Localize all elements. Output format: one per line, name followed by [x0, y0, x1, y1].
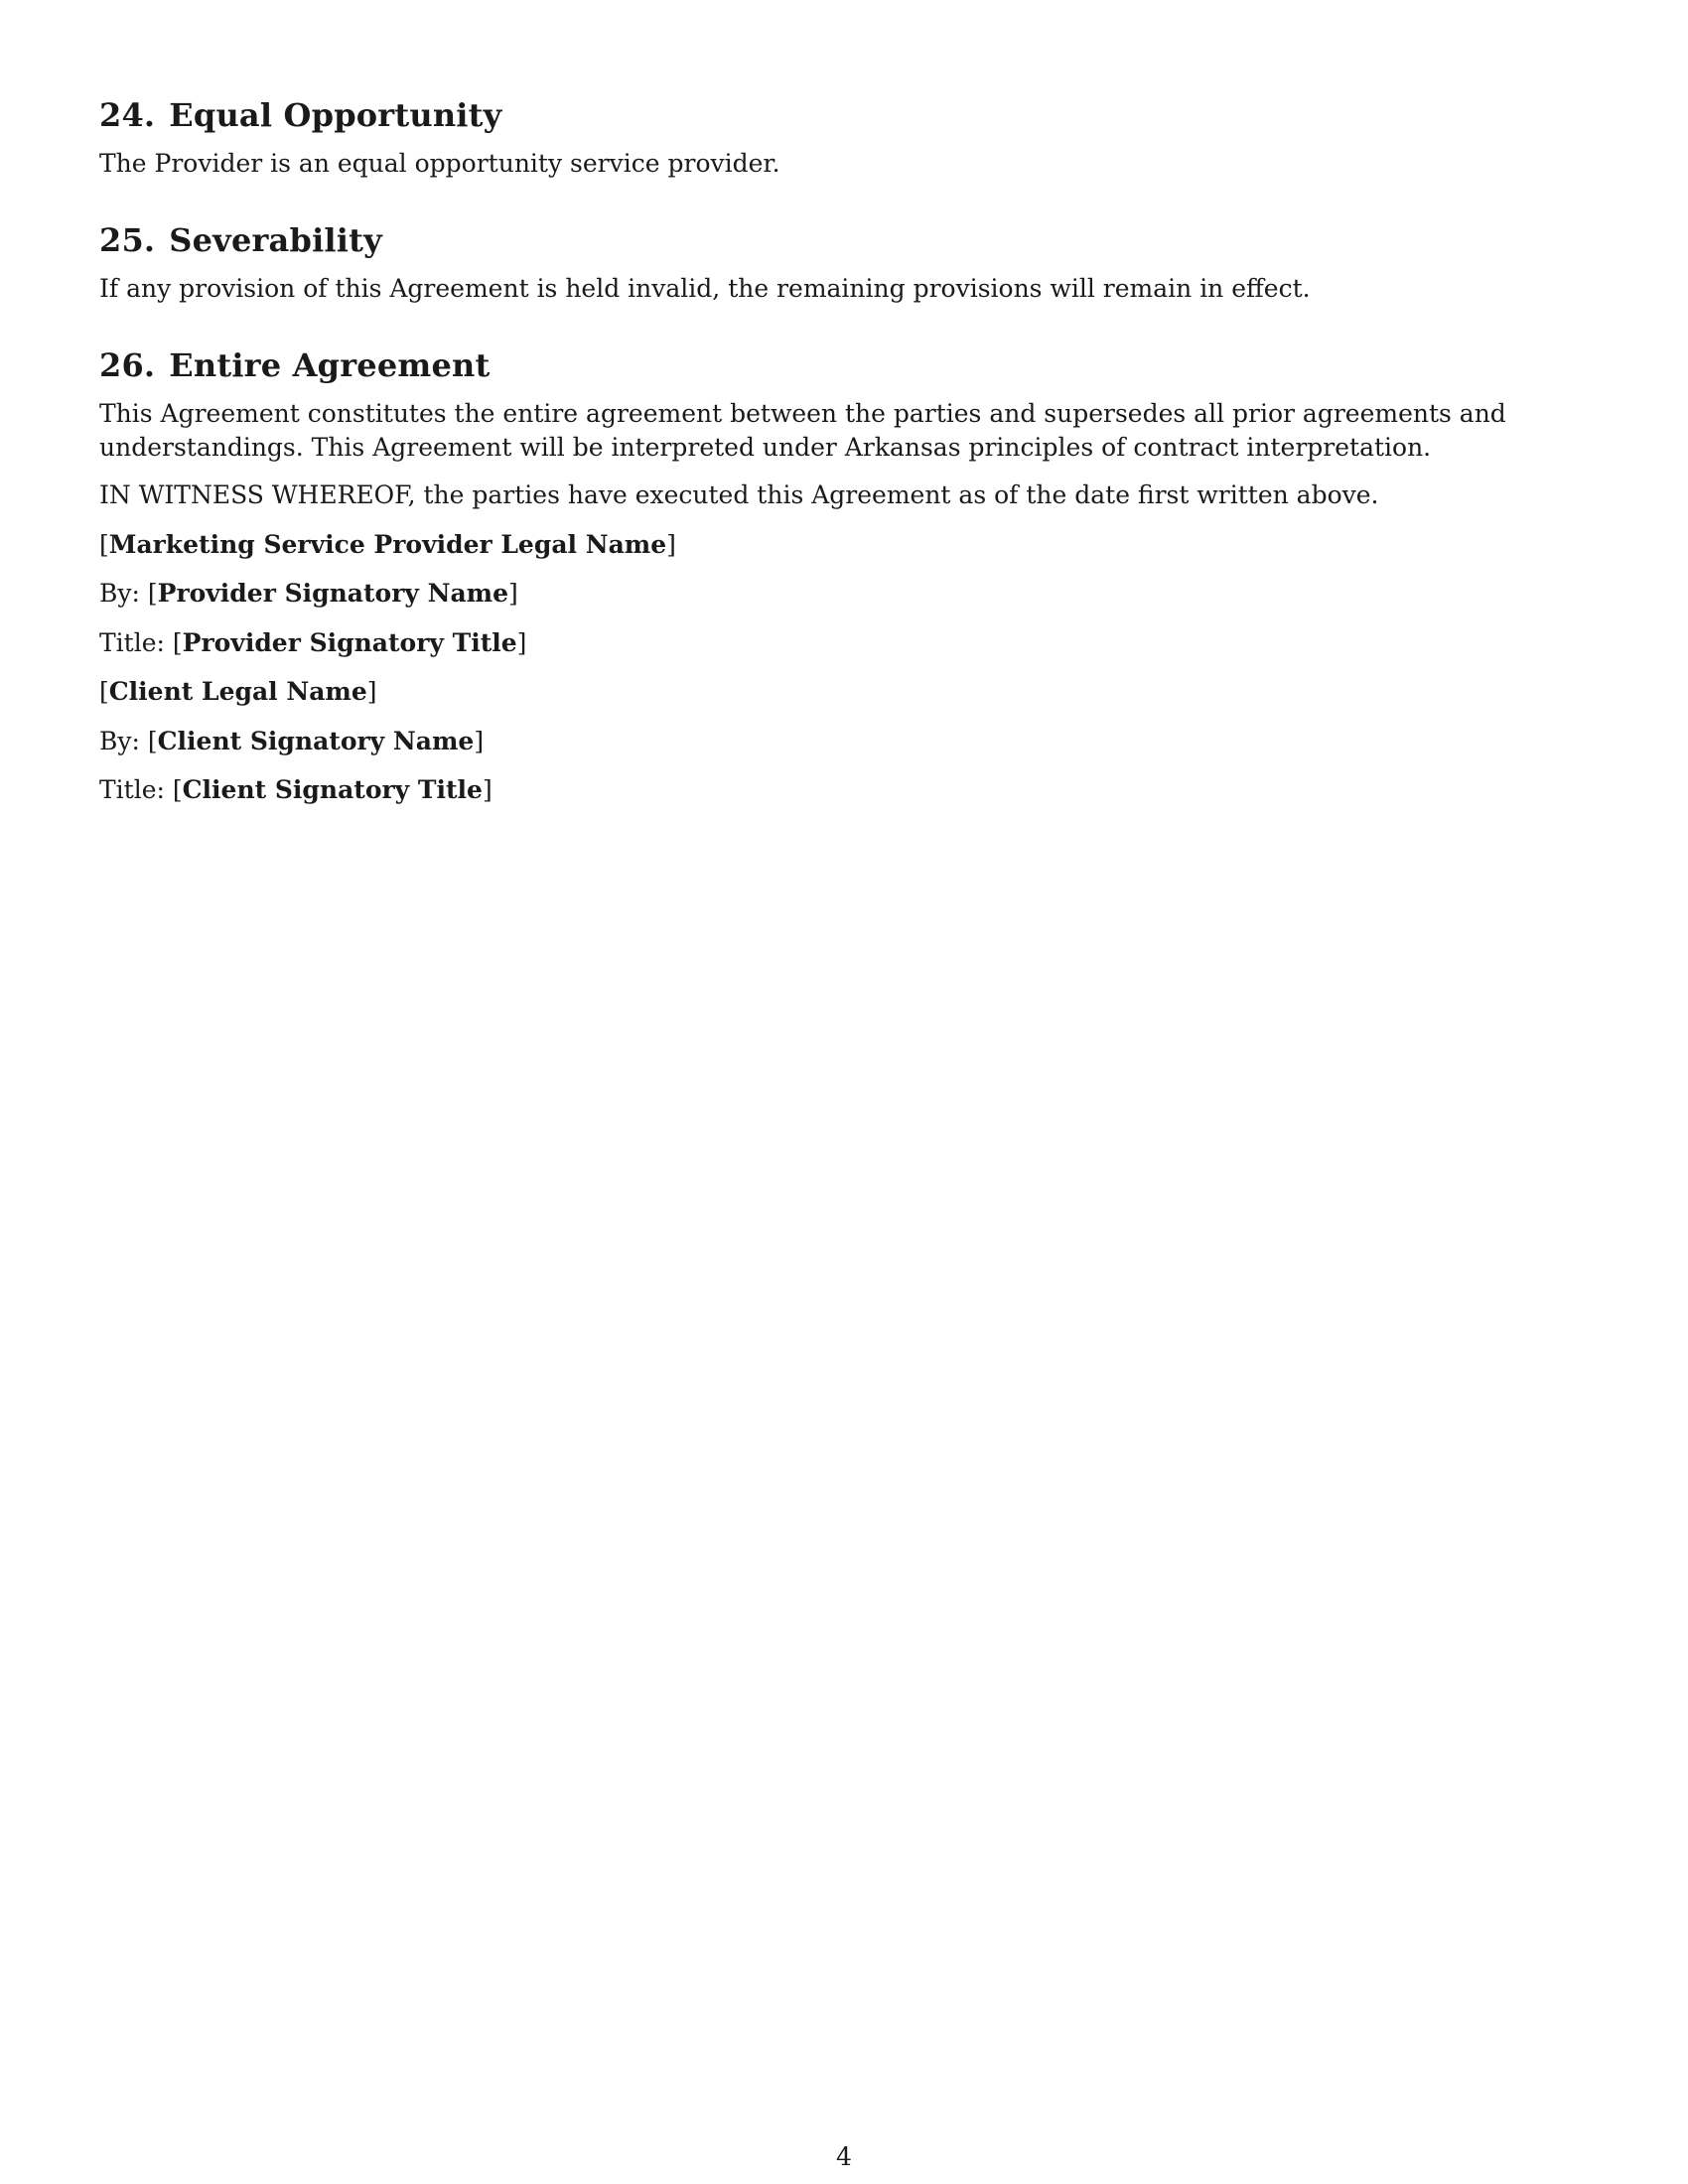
provider-legal-name — [99, 528, 1609, 562]
section-number: 24. — [99, 96, 156, 134]
section-paragraph: This Agreement constitutes the entire agreement between the parties and supersedes all prior agreements and understandings. This Agreement will be interpreted under Arkansas principles of contract interpretation. — [99, 399, 1506, 462]
section-heading — [99, 345, 1609, 385]
section-title: Equal Opportunity — [169, 96, 502, 134]
title-label: Title: — [99, 627, 165, 657]
section-heading — [99, 220, 1609, 260]
open-bracket: [ — [147, 579, 158, 608]
open-bracket: [ — [147, 726, 158, 755]
section-equal-opportunity — [99, 95, 1609, 181]
close-bracket: ] — [366, 677, 377, 706]
section-number: 25. — [99, 221, 156, 259]
section-title: Entire Agreement — [169, 346, 491, 384]
provider-name-placeholder: Marketing Service Provider Legal Name — [108, 529, 667, 559]
close-bracket: ] — [482, 775, 492, 804]
by-label: By: — [99, 579, 140, 608]
client-signatory-name: Client Signatory Name — [157, 726, 475, 755]
open-bracket: [ — [99, 677, 109, 706]
section-number: 26. — [99, 346, 156, 384]
client-name-placeholder: Client Legal Name — [108, 677, 367, 706]
open-bracket: [ — [172, 627, 183, 657]
provider-by-line — [99, 577, 1609, 611]
section-paragraph: If any provision of this Agreement is held invalid, the remaining provisions will remain in effect. — [99, 274, 1311, 303]
section-title: Severability — [169, 221, 382, 259]
client-title-line — [99, 773, 1609, 807]
close-bracket: ] — [666, 529, 676, 559]
section-paragraph: The Provider is an equal opportunity service provider. — [99, 149, 780, 178]
provider-signatory-title: Provider Signatory Title — [182, 627, 517, 657]
section-entire-agreement — [99, 345, 1609, 465]
title-label: Title: — [99, 775, 165, 804]
witness-statement: IN WITNESS WHEREOF, the parties have executed this Agreement as of the date first written above. — [99, 480, 1379, 509]
open-bracket: [ — [172, 775, 183, 804]
close-bracket: ] — [508, 579, 518, 608]
provider-title-line — [99, 626, 1609, 660]
client-legal-name — [99, 675, 1609, 709]
section-severability — [99, 220, 1609, 306]
document-page — [99, 95, 1609, 823]
open-bracket: [ — [99, 529, 109, 559]
provider-signatory-name: Provider Signatory Name — [157, 579, 509, 608]
client-by-line — [99, 725, 1609, 758]
client-signatory-title: Client Signatory Title — [182, 775, 483, 804]
section-heading — [99, 95, 1609, 135]
close-bracket: ] — [474, 726, 485, 755]
client-signature-block — [99, 675, 1609, 807]
by-label: By: — [99, 726, 140, 755]
page-number: 4 — [836, 2142, 852, 2171]
provider-signature-block — [99, 528, 1609, 660]
close-bracket: ] — [516, 627, 527, 657]
